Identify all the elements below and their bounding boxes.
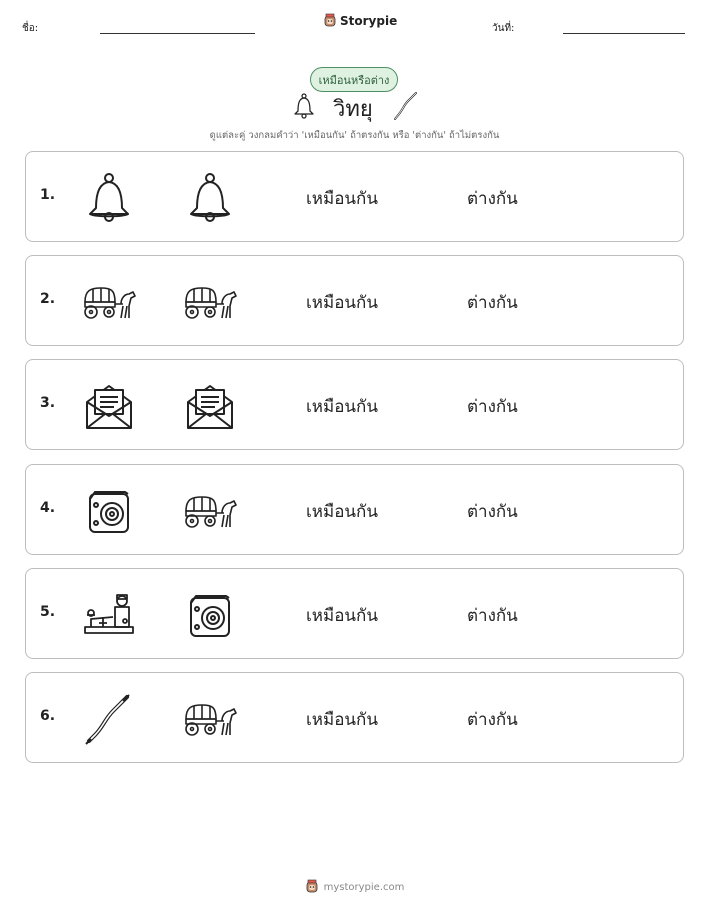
exercise-row — [25, 464, 684, 555]
instructions: ดูแต่ละคู่ วงกลมคำว่า 'เหมือนกัน' ถ้าตรงกัน หรือ 'ต่างกัน' ถ้าไม่ตรงกัน — [209, 130, 500, 141]
option-different[interactable]: ต่างกัน — [467, 397, 518, 418]
option-same[interactable]: เหมือนกัน — [306, 293, 378, 314]
exercise-row — [25, 255, 684, 346]
name-label: ชื่อ: — [22, 23, 39, 34]
option-same[interactable]: เหมือนกัน — [306, 189, 378, 209]
exercise-row — [25, 672, 684, 763]
antenna-wire-icon — [392, 90, 420, 122]
option-different[interactable]: ต่างกัน — [467, 189, 518, 209]
name-line[interactable] — [100, 33, 255, 34]
wagon-icon — [182, 691, 238, 747]
bell-icon — [182, 170, 238, 226]
row-number: 6. — [40, 708, 56, 724]
antenna-wire-icon — [81, 691, 137, 747]
brand-name: Storypie — [340, 14, 398, 28]
row-number: 3. — [40, 395, 56, 412]
option-same[interactable]: เหมือนกัน — [306, 501, 378, 522]
date-line[interactable] — [563, 33, 685, 34]
option-different[interactable]: ต่างกัน — [467, 710, 518, 730]
footer — [0, 879, 709, 895]
row-number: 2. — [40, 291, 56, 308]
bell-icon — [290, 92, 318, 120]
row-number: 4. — [40, 499, 56, 516]
option-different[interactable]: ต่างกัน — [467, 293, 518, 314]
option-different[interactable]: ต่างกัน — [467, 501, 518, 522]
option-same[interactable]: เหมือนกัน — [306, 397, 378, 418]
title-row — [0, 89, 709, 123]
storypie-mascot-icon — [305, 879, 319, 895]
envelope-icon — [81, 378, 137, 434]
speaker-icon — [182, 587, 238, 643]
date-label: วันที่: — [492, 23, 515, 34]
worksheet-type-badge: เหมือนหรือต่าง — [310, 67, 398, 92]
brand-logo — [323, 13, 397, 29]
speaker-icon — [81, 483, 137, 539]
worksheet-title: วิทยุ — [333, 97, 373, 122]
storypie-mascot-icon — [323, 13, 337, 29]
exercise-row — [25, 568, 684, 659]
wagon-icon — [81, 274, 137, 330]
row-number: 1. — [40, 187, 56, 203]
exercise-row — [25, 359, 684, 450]
option-different[interactable]: ต่างกัน — [467, 605, 518, 626]
exercise-row — [25, 151, 684, 242]
wagon-icon — [182, 274, 238, 330]
row-number: 5. — [40, 603, 56, 620]
bell-icon — [81, 170, 137, 226]
envelope-icon — [182, 378, 238, 434]
footer-url: mystorypie.com — [323, 881, 405, 893]
option-same[interactable]: เหมือนกัน — [306, 605, 378, 626]
option-same[interactable]: เหมือนกัน — [306, 710, 378, 730]
telegraph-icon — [81, 587, 137, 643]
wagon-icon — [182, 483, 238, 539]
